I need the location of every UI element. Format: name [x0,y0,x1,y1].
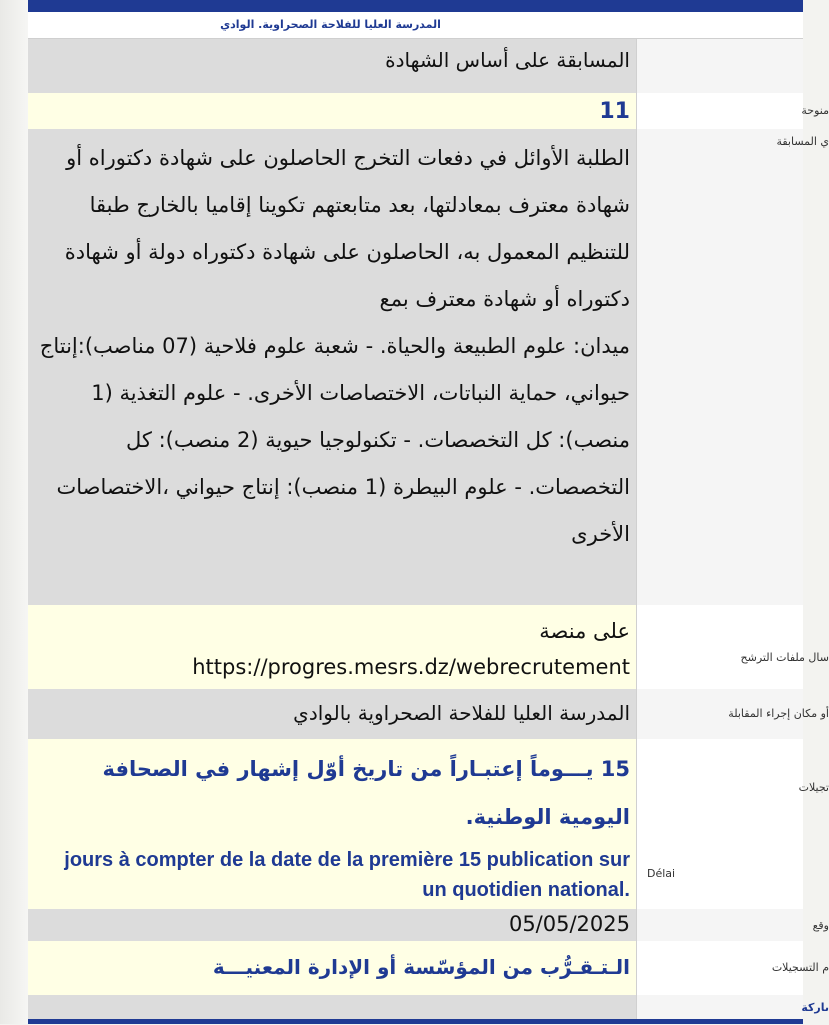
bottom-color-bar [28,1019,803,1024]
row-label: أو مكان إجراء المقابلة [636,689,803,739]
table-row-date [28,909,829,942]
table-row-conditions [28,129,829,606]
platform-link: https://progres.mesrs.dz/webrecrutement [192,655,630,679]
table-row-participation [28,995,829,1021]
row-value: 11 [599,99,630,124]
paper-background-left [0,0,30,1024]
row-value: على منصة https://progres.mesrs.dz/webrecrutement [28,605,636,689]
row-label: سال ملفات الترشح [636,605,803,689]
row-value: 15 يـــوماً إعتبـاراً من تاريخ أوّل إشهار في الصحافة اليومية الوطنية. jours à compter de la date de la première 15 publication sur un quotidien national. [64,757,630,901]
row-value: المدرسة العليا للفلاحة الصحراوية بالوادي [293,701,630,725]
school-title: المدرسة العليا للفلاحة الصحراوية. الوادي [220,18,441,31]
info-table [28,38,829,1025]
row-label: تجيلات Délai [636,739,803,909]
row-label: وقع [636,909,803,941]
row-label: م التسجيلات [636,941,803,995]
table-row-submission [28,605,829,690]
row-label [636,39,803,93]
table-row-type [28,39,803,94]
row-label: منوحة [636,93,803,129]
table-row-posts [28,93,829,130]
header-strip [28,12,803,38]
top-color-bar [28,0,803,12]
row-label: ىاركة [636,995,803,1020]
row-value [28,995,636,1020]
row-value: الطلبة الأوائل في دفعات التخرج الحاصلون على شهادة دكتوراه أو شهادة معترف بمعادلتها، بعد متابعتهم تكوينا إقاميا بالخارج طبقا للتنظيم المعمول به، الحاصلون على شهادة دكتوراه دولة أو شهادة دكتوراه أو شهادة معترف بمع ميدان: علوم الطبيعة والحياة. - شعبة علوم فلاحية (07 مناصب):إنتاج حيواني، حماية النباتات، الاختصاصات الأخرى. - علوم التغذية (1 منصب): كل التخصصات. - تكنولوجيا حيوية (2 منصب): كل التخصصات. - علوم البيطرة (1 منصب): إنتاج حيواني ،الاختصاصات الأخرى [39,146,630,546]
table-row-registration [28,941,829,996]
row-value: المسابقة على أساس الشهادة [385,48,630,72]
row-value: 05/05/2025 [508,912,630,936]
row-value: الـتـقـرُّب من المؤسّسة أو الإدارة المعنيـــة [212,955,630,979]
table-row-deadline [28,739,829,910]
table-row-location [28,689,829,740]
row-label: ي المسابقة [636,129,803,605]
